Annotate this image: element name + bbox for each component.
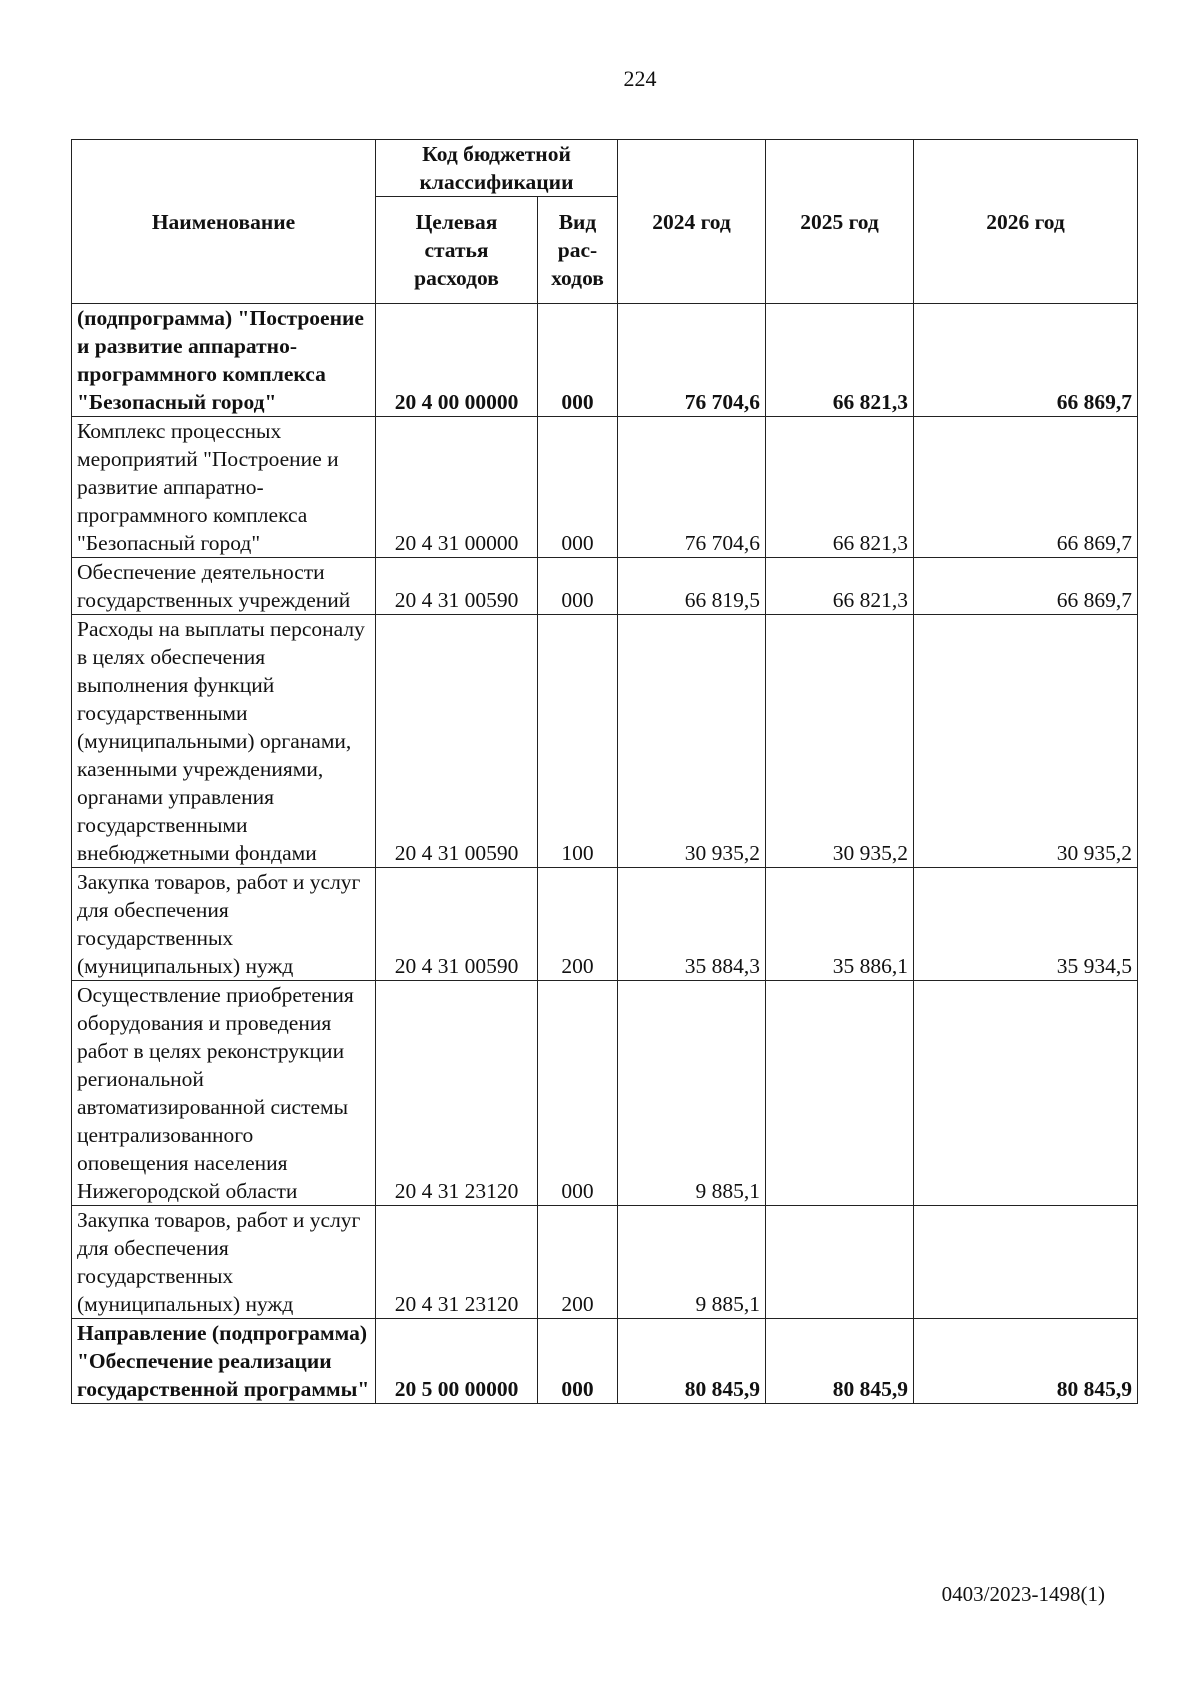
row-2024: 35 884,3 [618, 868, 766, 981]
row-2025 [766, 981, 914, 1206]
row-2024: 9 885,1 [618, 981, 766, 1206]
row-2026: 66 869,7 [914, 417, 1138, 558]
header-name: Наименование [72, 140, 376, 304]
table-row [72, 1206, 1138, 1319]
row-2025: 66 821,3 [766, 558, 914, 615]
table-row [72, 868, 1138, 981]
row-code: 20 4 31 23120 [376, 1206, 538, 1319]
row-code: 20 4 31 00590 [376, 615, 538, 868]
row-2024: 76 704,6 [618, 417, 766, 558]
row-type: 000 [538, 1319, 618, 1404]
table-row [72, 615, 1138, 868]
row-name: Осуществление приобретения оборудования и проведения работ в целях реконструкции региональной автоматизированной системы централизованного оповещения населения Нижегородской области [72, 981, 376, 1206]
row-2026: 66 869,7 [914, 558, 1138, 615]
row-type: 100 [538, 615, 618, 868]
row-2026 [914, 1206, 1138, 1319]
document-number: 0403/2023-1498(1) [941, 1582, 1105, 1606]
row-code: 20 4 31 23120 [376, 981, 538, 1206]
table-row [72, 304, 1138, 417]
row-2026: 30 935,2 [914, 615, 1138, 868]
row-code: 20 4 31 00590 [376, 868, 538, 981]
header-2025: 2025 год [766, 140, 914, 304]
row-2024: 30 935,2 [618, 615, 766, 868]
row-2026: 35 934,5 [914, 868, 1138, 981]
row-type: 200 [538, 868, 618, 981]
budget-table [71, 139, 1138, 1404]
row-2024: 66 819,5 [618, 558, 766, 615]
header-2024: 2024 год [618, 140, 766, 304]
page-number: 224 [623, 66, 657, 91]
row-2024: 80 845,9 [618, 1319, 766, 1404]
header-type: Вид рас-ходов [538, 197, 618, 304]
row-2025: 30 935,2 [766, 615, 914, 868]
row-2025: 66 821,3 [766, 304, 914, 417]
row-name: Направление (подпрограмма) "Обеспечение реализации государственной программы" [72, 1319, 376, 1404]
row-2025: 80 845,9 [766, 1319, 914, 1404]
row-type: 000 [538, 417, 618, 558]
header-2026: 2026 год [914, 140, 1138, 304]
header-code-group: Код бюджетной классификации [376, 140, 618, 197]
row-name: Расходы на выплаты персоналу в целях обеспечения выполнения функций государственными (муниципальными) органами, казенными учреждениями, органами управления государственными внебюджетными фондами [72, 615, 376, 868]
header-row-top [72, 140, 1138, 197]
row-2026: 80 845,9 [914, 1319, 1138, 1404]
row-type: 000 [538, 981, 618, 1206]
row-name: Закупка товаров, работ и услуг для обеспечения государственных (муниципальных) нужд [72, 1206, 376, 1319]
row-2026 [914, 981, 1138, 1206]
row-type: 000 [538, 304, 618, 417]
row-code: 20 4 31 00000 [376, 417, 538, 558]
row-2025 [766, 1206, 914, 1319]
row-2024: 9 885,1 [618, 1206, 766, 1319]
row-code: 20 5 00 00000 [376, 1319, 538, 1404]
row-type: 200 [538, 1206, 618, 1319]
row-name: Обеспечение деятельности государственных учреждений [72, 558, 376, 615]
row-name: (подпрограмма) "Построение и развитие аппаратно-программного комплекса "Безопасный город" [72, 304, 376, 417]
table-row [72, 417, 1138, 558]
table-row [72, 981, 1138, 1206]
row-type: 000 [538, 558, 618, 615]
row-name: Закупка товаров, работ и услуг для обеспечения государственных (муниципальных) нужд [72, 868, 376, 981]
row-2026: 66 869,7 [914, 304, 1138, 417]
row-2024: 76 704,6 [618, 304, 766, 417]
table-row [72, 558, 1138, 615]
row-code: 20 4 00 00000 [376, 304, 538, 417]
table-row [72, 1319, 1138, 1404]
row-code: 20 4 31 00590 [376, 558, 538, 615]
row-2025: 35 886,1 [766, 868, 914, 981]
header-target: Целевая статья расходов [376, 197, 538, 304]
row-name: Комплекс процессных мероприятий "Построение и развитие аппаратно-программного комплекса "Безопасный город" [72, 417, 376, 558]
row-2025: 66 821,3 [766, 417, 914, 558]
